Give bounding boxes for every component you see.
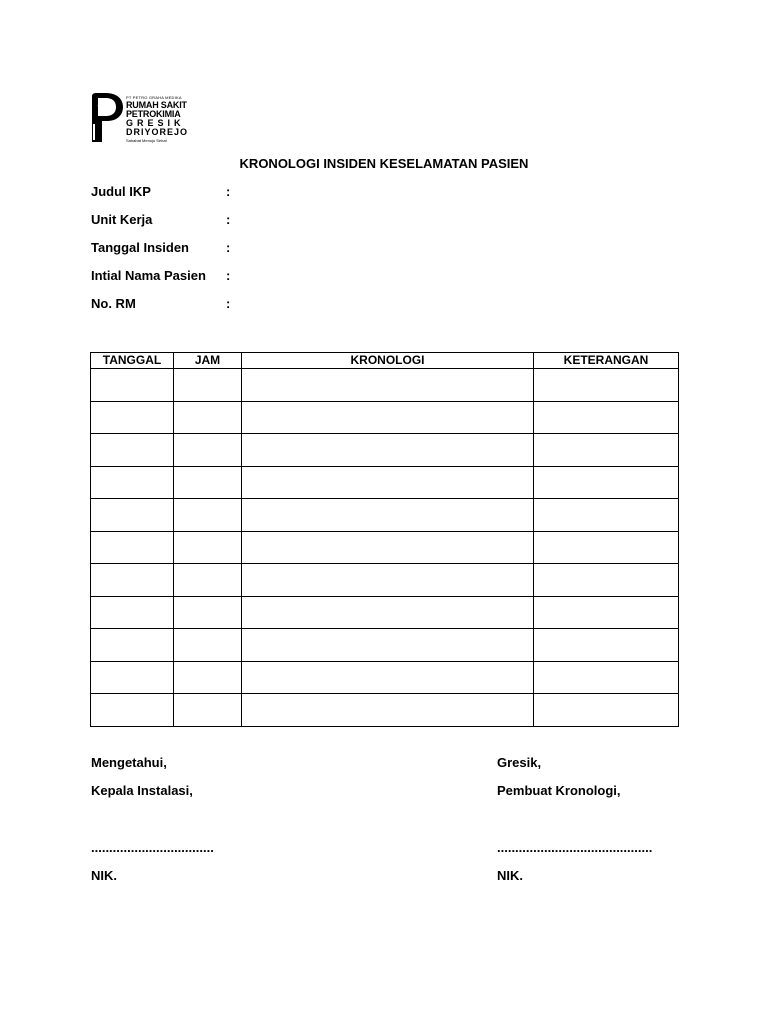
table-cell-kronologi[interactable]: [242, 531, 534, 564]
table-cell-keterangan[interactable]: [534, 629, 679, 662]
table-cell-jam[interactable]: [174, 661, 242, 694]
table-row: [91, 564, 679, 597]
table-cell-kronologi[interactable]: [242, 499, 534, 532]
table-cell-kronologi[interactable]: [242, 661, 534, 694]
logo-company-text: PT PETRO GRAHA MEDIKA: [126, 95, 182, 100]
table-cell-keterangan[interactable]: [534, 401, 679, 434]
hospital-logo: [90, 92, 200, 144]
table-cell-kronologi[interactable]: [242, 564, 534, 597]
signature-left-mengetahui: Mengetahui,: [91, 755, 167, 770]
table-row: [91, 531, 679, 564]
table-cell-kronologi[interactable]: [242, 466, 534, 499]
table-row: [91, 629, 679, 662]
logo-rumah-sakit-text: RUMAH SAKIT: [126, 100, 187, 110]
logo-tagline-text: Sahabat Menuju Sehat: [126, 138, 167, 143]
logo-driyorejo-text: DRIYOREJO: [126, 127, 189, 137]
field-unit-kerja-colon: :: [226, 212, 231, 227]
table-row: [91, 434, 679, 467]
logo-petrokimia-text: PETROKIMIA: [126, 109, 181, 119]
table-cell-keterangan[interactable]: [534, 466, 679, 499]
table-cell-keterangan[interactable]: [534, 531, 679, 564]
field-no-rm-label: No. RM: [91, 296, 136, 311]
table-cell-tanggal[interactable]: [91, 369, 174, 402]
table-row: [91, 369, 679, 402]
table-cell-keterangan[interactable]: [534, 694, 679, 727]
field-tanggal-insiden-label: Tanggal Insiden: [91, 240, 189, 255]
table-cell-tanggal[interactable]: [91, 564, 174, 597]
table-row: [91, 661, 679, 694]
table-body: [91, 369, 679, 727]
signature-right-gresik: Gresik,: [497, 755, 542, 770]
column-header-keterangan: KETERANGAN: [534, 353, 679, 369]
field-judul-ikp-label: Judul IKP: [91, 184, 151, 199]
signature-right-nik: NIK.: [497, 868, 523, 883]
table-cell-tanggal[interactable]: [91, 466, 174, 499]
signature-left-nik: NIK.: [91, 868, 117, 883]
page-title: KRONOLOGI INSIDEN KESELAMATAN PASIEN: [239, 156, 529, 171]
table-cell-keterangan[interactable]: [534, 596, 679, 629]
chronology-table: [90, 352, 679, 727]
table-cell-tanggal[interactable]: [91, 629, 174, 662]
table-cell-keterangan[interactable]: [534, 369, 679, 402]
field-judul-ikp-colon: :: [226, 184, 231, 199]
table-cell-kronologi[interactable]: [242, 629, 534, 662]
field-initial-nama-pasien-colon: :: [226, 268, 231, 283]
table-cell-jam[interactable]: [174, 531, 242, 564]
table-row: [91, 596, 679, 629]
table-cell-keterangan[interactable]: [534, 434, 679, 467]
table-cell-kronologi[interactable]: [242, 401, 534, 434]
column-header-tanggal: TANGGAL: [91, 353, 174, 369]
table-cell-keterangan[interactable]: [534, 661, 679, 694]
table-cell-kronologi[interactable]: [242, 434, 534, 467]
signature-left-dots: ..................................: [91, 840, 214, 855]
table-cell-jam[interactable]: [174, 499, 242, 532]
table-cell-jam[interactable]: [174, 596, 242, 629]
field-initial-nama-pasien-label: Intial Nama Pasien: [91, 268, 206, 283]
table-row: [91, 466, 679, 499]
table-cell-jam[interactable]: [174, 564, 242, 597]
table-cell-kronologi[interactable]: [242, 369, 534, 402]
table-cell-jam[interactable]: [174, 369, 242, 402]
field-no-rm-colon: :: [226, 296, 231, 311]
signature-right-dots: ...........................................: [497, 840, 653, 855]
table-cell-tanggal[interactable]: [91, 434, 174, 467]
table-cell-tanggal[interactable]: [91, 694, 174, 727]
table-row: [91, 694, 679, 727]
logo-mark-icon: [90, 92, 124, 144]
signature-left-kepala-instalasi: Kepala Instalasi,: [91, 783, 193, 798]
column-header-jam: JAM: [174, 353, 242, 369]
column-header-kronologi: KRONOLOGI: [242, 353, 534, 369]
table-cell-tanggal[interactable]: [91, 531, 174, 564]
table-cell-tanggal[interactable]: [91, 661, 174, 694]
table-cell-tanggal[interactable]: [91, 596, 174, 629]
table-cell-jam[interactable]: [174, 629, 242, 662]
table-cell-tanggal[interactable]: [91, 401, 174, 434]
field-tanggal-insiden-colon: :: [226, 240, 231, 255]
table-cell-jam[interactable]: [174, 694, 242, 727]
logo-gresik-text: GRESIK: [126, 118, 185, 128]
table-row: [91, 499, 679, 532]
table-cell-jam[interactable]: [174, 466, 242, 499]
table-header-row: [91, 353, 679, 369]
table-cell-keterangan[interactable]: [534, 564, 679, 597]
field-unit-kerja-label: Unit Kerja: [91, 212, 153, 227]
table-cell-kronologi[interactable]: [242, 596, 534, 629]
table-cell-keterangan[interactable]: [534, 499, 679, 532]
table-cell-tanggal[interactable]: [91, 499, 174, 532]
table-cell-jam[interactable]: [174, 434, 242, 467]
signature-right-pembuat-kronologi: Pembuat Kronologi,: [497, 783, 621, 798]
table-cell-jam[interactable]: [174, 401, 242, 434]
table-cell-kronologi[interactable]: [242, 694, 534, 727]
table-row: [91, 401, 679, 434]
